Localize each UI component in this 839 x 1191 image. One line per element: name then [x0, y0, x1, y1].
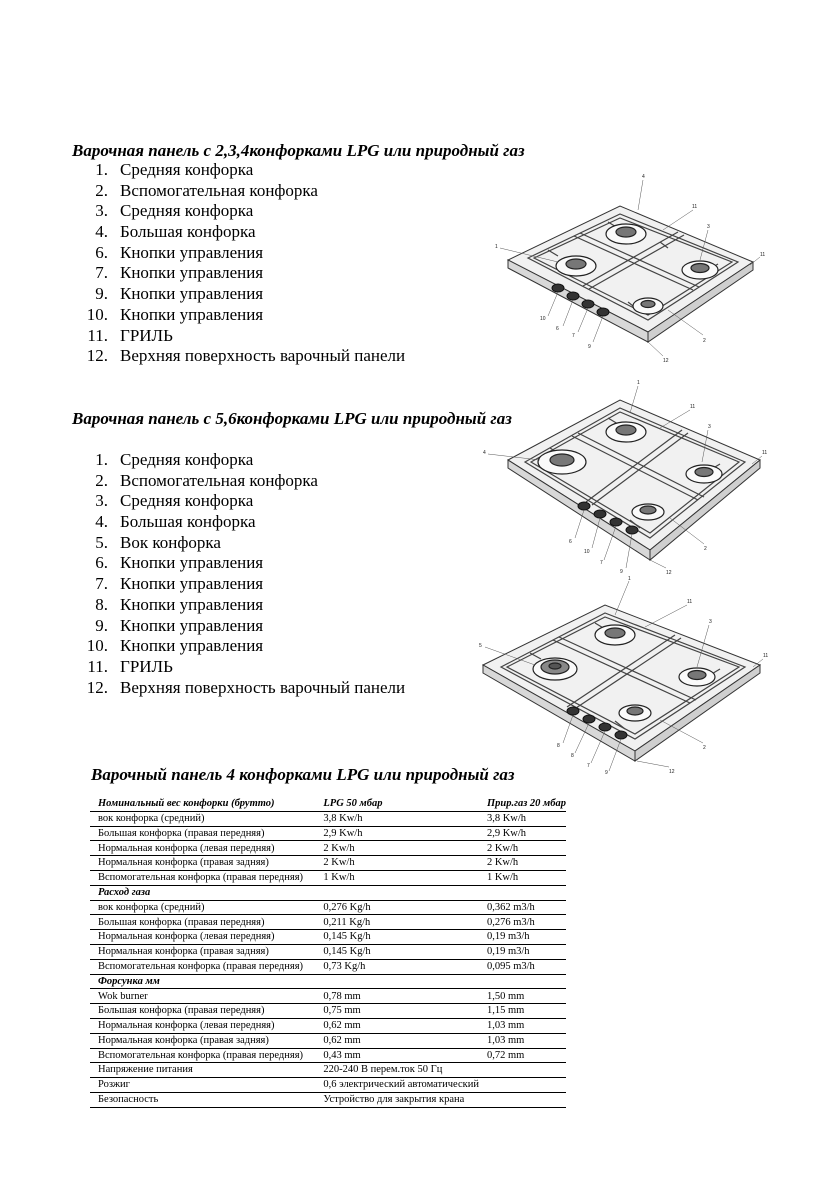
list-item-text: Кнопки управления [120, 284, 264, 304]
table-cell: Большая конфорка (правая передняя) [90, 915, 315, 930]
table-cell: 0,78 mm [315, 989, 479, 1004]
table-cell: 0,73 Kg/h [315, 959, 479, 974]
callout-label: 11 [762, 450, 768, 456]
table-header-cell: Прир.газ 20 мбар [479, 797, 566, 811]
list-item-number: 3. [95, 491, 108, 511]
table-cell [479, 1078, 566, 1093]
table-cell: 0,6 электрический автоматический [315, 1078, 479, 1093]
callout-label: 6 [556, 326, 559, 332]
list-item-number: 8. [95, 594, 108, 614]
table-cell: 0,095 m3/h [479, 959, 566, 974]
table-cell: 2,9 Kw/h [315, 826, 479, 841]
table-cell: 1 Kw/h [479, 870, 566, 885]
hob-diagram-2 [480, 378, 770, 578]
table-cell: Большая конфорка (правая передняя) [90, 1004, 315, 1019]
list-item-number: 9. [95, 615, 108, 635]
table-row [90, 841, 566, 856]
list-item-text: Кнопки управления [120, 304, 264, 324]
list-item-number: 10. [86, 636, 108, 656]
table-cell: Розжиг [90, 1078, 315, 1093]
callout-label: 12 [663, 358, 669, 364]
list-item [82, 201, 462, 222]
list-item [82, 284, 462, 305]
table-cell: вок конфорка (средний) [90, 900, 315, 915]
table-header-cell: LPG 50 мбар [315, 797, 479, 811]
list-item-number: 4. [95, 512, 108, 532]
list-item [82, 574, 462, 595]
callout-label: 2 [703, 338, 706, 344]
table-cell: Вспомогательная конфорка (правая передняя) [90, 959, 315, 974]
callout-label: 6 [569, 539, 572, 545]
callout-label: 2 [703, 745, 706, 751]
list-item [82, 616, 462, 637]
table-cell [479, 974, 566, 989]
table-row [90, 1092, 566, 1107]
table-cell: 220-240 В перем.ток 50 Гц [315, 1063, 479, 1078]
list-item-number: 6. [95, 553, 108, 573]
table-cell: Вспомогательная конфорка (правая передняя) [90, 870, 315, 885]
callout-label: 3 [707, 224, 710, 230]
list-item [82, 305, 462, 326]
list-item-text: Кнопки управления [120, 263, 264, 283]
list-item-text: Вспомогательная конфорка [120, 180, 318, 200]
callout-label: 1 [637, 380, 640, 386]
list-item [82, 533, 462, 554]
callout-label: 11 [687, 599, 693, 605]
callout-label: 8 [571, 753, 574, 759]
table-header-row [90, 797, 566, 811]
list-item [82, 678, 462, 699]
callout-label: 3 [709, 619, 712, 625]
table-row [90, 856, 566, 871]
list-item [82, 595, 462, 616]
list-item [82, 471, 462, 492]
table-cell: 1,15 mm [479, 1004, 566, 1019]
list-item-text: Вок конфорка [120, 532, 221, 552]
callout-label: 4 [483, 450, 486, 456]
callout-label: 9 [588, 344, 591, 350]
table-cell: Устройство для закрытия крана [315, 1092, 479, 1107]
table-cell: 1,50 mm [479, 989, 566, 1004]
table-cell: 0,145 Kg/h [315, 944, 479, 959]
table-row [90, 900, 566, 915]
list-item-text: Кнопки управления [120, 615, 264, 635]
callout-label: 7 [572, 333, 575, 339]
table-cell: 0,43 mm [315, 1048, 479, 1063]
table-row [90, 1078, 566, 1093]
list-item [82, 160, 462, 181]
table-cell: 2 Kw/h [479, 856, 566, 871]
hob-diagram-1 [488, 170, 770, 365]
table-cell [479, 885, 566, 900]
table-cell: 0,211 Kg/h [315, 915, 479, 930]
list-item-number: 9. [95, 284, 108, 304]
table-cell: 0,19 m3/h [479, 930, 566, 945]
list-item-number: 7. [95, 574, 108, 594]
table-row [90, 1033, 566, 1048]
list-item-number: 11. [87, 656, 108, 676]
table-row [90, 1048, 566, 1063]
table-cell: 0,362 m3/h [479, 900, 566, 915]
list-item [82, 553, 462, 574]
table-cell: 1 Kw/h [315, 870, 479, 885]
table-cell: 0,75 mm [315, 1004, 479, 1019]
table-cell: 3,8 Kw/h [315, 811, 479, 826]
table-row [90, 811, 566, 826]
list-item-number: 10. [86, 304, 108, 324]
table-cell: Безопасность [90, 1092, 315, 1107]
section2-parts-list [82, 450, 462, 698]
table-cell: 0,145 Kg/h [315, 930, 479, 945]
list-item-number: 7. [95, 263, 108, 283]
callout-label: 11 [692, 204, 698, 210]
table-cell: 2 Kw/h [315, 841, 479, 856]
table-cell: 1,03 mm [479, 1018, 566, 1033]
table-cell [479, 1092, 566, 1107]
table-cell: Расход газа [90, 885, 315, 900]
table-row [90, 826, 566, 841]
table-cell: 0,72 mm [479, 1048, 566, 1063]
table-cell: Нормальная конфорка (левая передняя) [90, 841, 315, 856]
list-item-text: Кнопки управления [120, 574, 264, 594]
callout-label: 4 [642, 174, 645, 180]
table-cell: Нормальная конфорка (левая передняя) [90, 1018, 315, 1033]
list-item-text: Кнопки управления [120, 242, 264, 262]
section1-heading: Варочная панель с 2,3,4конфорками LPG или природный газ [72, 141, 525, 160]
list-item [82, 657, 462, 678]
list-item-text: Большая конфорка [120, 222, 256, 242]
table-cell: 2 Kw/h [479, 841, 566, 856]
list-item-text: Вспомогательная конфорка [120, 470, 318, 490]
list-item [82, 512, 462, 533]
table-row [90, 915, 566, 930]
list-item [82, 243, 462, 264]
callout-label: 1 [495, 244, 498, 250]
callout-label: 7 [587, 763, 590, 769]
spec-table [90, 797, 566, 1108]
list-item-number: 11. [87, 325, 108, 345]
section1-parts-list [82, 160, 462, 367]
list-item-number: 12. [86, 677, 108, 697]
callout-label: 11 [763, 653, 769, 659]
table-row [90, 1018, 566, 1033]
callout-label: 12 [669, 769, 675, 775]
list-item-number: 5. [95, 532, 108, 552]
list-item-text: Кнопки управления [120, 553, 264, 573]
table-row [90, 1004, 566, 1019]
table-section-row [90, 974, 566, 989]
list-item-number: 2. [95, 180, 108, 200]
table-row [90, 959, 566, 974]
list-item-text: ГРИЛЬ [120, 656, 173, 676]
list-item-text: Верхняя поверхность варочный панели [120, 346, 406, 366]
table-cell: Нормальная конфорка (правая задняя) [90, 944, 315, 959]
list-item [82, 181, 462, 202]
list-item-text: Средняя конфорка [120, 201, 254, 221]
list-item [82, 263, 462, 284]
list-item-text: ГРИЛЬ [120, 325, 173, 345]
table-cell [315, 885, 479, 900]
table-cell: Нормальная конфорка (правая задняя) [90, 856, 315, 871]
table-cell: 0,19 m3/h [479, 944, 566, 959]
table-cell: 0,276 Kg/h [315, 900, 479, 915]
table-cell: Нормальная конфорка (правая задняя) [90, 1033, 315, 1048]
list-item-text: Средняя конфорка [120, 491, 254, 511]
table-cell: Нормальная конфорка (левая передняя) [90, 930, 315, 945]
list-item [82, 450, 462, 471]
callout-label: 7 [600, 560, 603, 566]
section3-heading: Варочный панель 4 конфорками LPG или природный газ [91, 765, 515, 784]
list-item-text: Средняя конфорка [120, 160, 254, 179]
list-item-text: Кнопки управления [120, 594, 264, 614]
table-cell: Большая конфорка (правая передняя) [90, 826, 315, 841]
table-row [90, 1063, 566, 1078]
callout-label: 10 [584, 549, 590, 555]
table-section-row [90, 885, 566, 900]
table-cell: Wok burner [90, 989, 315, 1004]
table-row [90, 989, 566, 1004]
section2-heading: Варочная панель с 5,6конфорками LPG или природный газ [72, 409, 512, 428]
list-item-number: 1. [95, 450, 108, 469]
callout-label: 8 [557, 743, 560, 749]
list-item-number: 4. [95, 222, 108, 242]
callout-label: 11 [760, 252, 766, 258]
table-cell [315, 974, 479, 989]
list-item-text: Средняя конфорка [120, 450, 254, 469]
callout-label: 3 [708, 424, 711, 430]
list-item-text: Верхняя поверхность варочный панели [120, 677, 406, 697]
table-row [90, 870, 566, 885]
callout-label: 2 [704, 546, 707, 552]
table-row [90, 930, 566, 945]
list-item-number: 3. [95, 201, 108, 221]
table-cell: 3,8 Kw/h [479, 811, 566, 826]
table-cell: вок конфорка (средний) [90, 811, 315, 826]
list-item-number: 12. [86, 346, 108, 366]
table-cell [479, 1063, 566, 1078]
callout-label: 10 [540, 316, 546, 322]
list-item-number: 2. [95, 470, 108, 490]
list-item [82, 222, 462, 243]
table-header-cell: Номинальный вес конфорки (брутто) [90, 797, 315, 811]
list-item-number: 1. [95, 160, 108, 179]
table-cell: Напряжение питания [90, 1063, 315, 1078]
table-cell: 2,9 Kw/h [479, 826, 566, 841]
list-item [82, 346, 462, 367]
callout-label: 9 [620, 569, 623, 575]
callout-label: 9 [605, 770, 608, 775]
table-cell: 1,03 mm [479, 1033, 566, 1048]
list-item-text: Кнопки управления [120, 636, 264, 656]
list-item-number: 6. [95, 242, 108, 262]
table-cell: Вспомогательная конфорка (правая передняя) [90, 1048, 315, 1063]
table-row [90, 944, 566, 959]
list-item [82, 326, 462, 347]
table-cell: 0,62 mm [315, 1033, 479, 1048]
callout-label: 12 [666, 570, 672, 576]
table-cell: Форсунка мм [90, 974, 315, 989]
list-item [82, 491, 462, 512]
callout-label: 5 [479, 643, 482, 649]
table-cell: 0,276 m3/h [479, 915, 566, 930]
hob-diagram-3 [475, 575, 770, 775]
list-item-text: Большая конфорка [120, 512, 256, 532]
table-cell: 0,62 mm [315, 1018, 479, 1033]
list-item [82, 636, 462, 657]
callout-label: 1 [628, 576, 631, 582]
callout-label: 11 [690, 404, 696, 410]
table-cell: 2 Kw/h [315, 856, 479, 871]
